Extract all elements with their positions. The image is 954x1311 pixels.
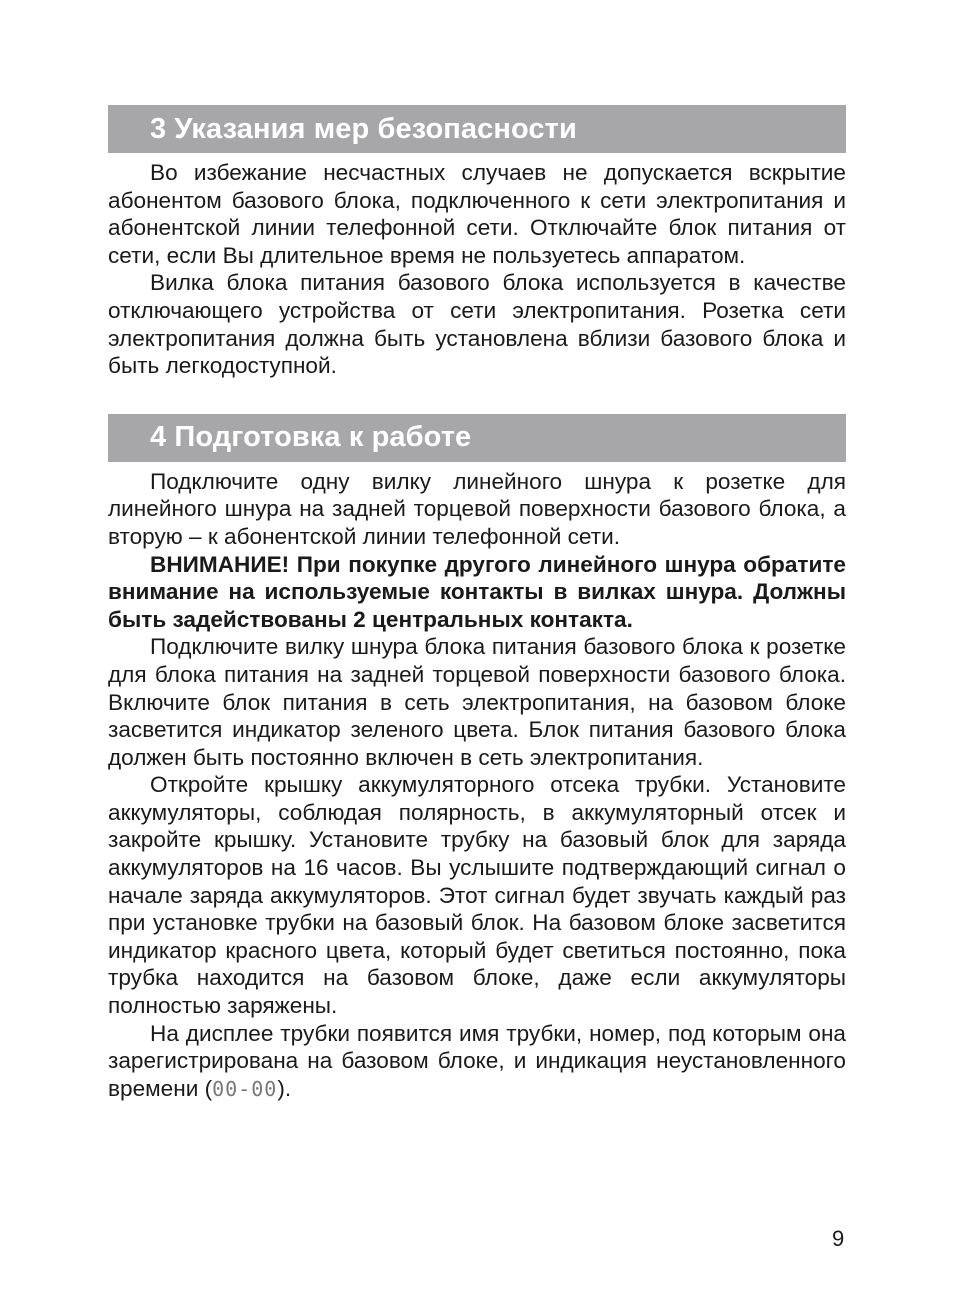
paragraph-text: На дисплее трубки появится имя трубки, номер, под которым она зарегистрирована на базовом блоке, и индикация неустановленного времени ( <box>108 1020 846 1101</box>
paragraph: Подключите вилку шнура блока питания базового блока к розетке для блока питания на задней торцевой поверхности базового блока. Включите блок питания в сеть электропитания, на базовом блоке засветится индикатор зеленого цвета. Блок питания базового блока должен быть постоянно включен в сеть электропитания. <box>108 634 846 770</box>
time-indicator: 00-00 <box>212 1076 278 1101</box>
page-number: 9 <box>832 1226 845 1251</box>
document-page <box>108 105 846 1103</box>
warning-paragraph: ВНИМАНИЕ! При покупке другого линейного шнура обратите внимание на используемые контакты в вилках шнура. Должны быть задействованы 2 центральных контакта. <box>108 551 846 632</box>
paragraph: Вилка блока питания базового блока используется в качестве отключающего устройства от сети электропитания. Розетка сети электропитания должна быть установлена вблизи базового блока и быть легкодоступной. <box>108 270 846 379</box>
section-body-preparation <box>108 468 846 1104</box>
section-header-safety: 3 Указания мер безопасности <box>108 105 846 153</box>
section-header-preparation: 4 Подготовка к работе <box>108 414 846 462</box>
paragraph: Откройте крышку аккумуляторного отсека трубки. Установите аккумуляторы, соблюдая полярность, в аккумуляторный отсек и закройте крышку. Установите трубку на базовый блок для заряда аккумуляторов на 16 часов. Вы услышите подтверждающий сигнал о начале заряда аккумуляторов. Этот сигнал будет звучать каждый раз при установке трубки на базовый блок. На базовом блоке засветится индикатор красного цвета, который будет светиться постоянно, пока трубка находится на базовом блоке, даже если аккумуляторы полностью заряжены. <box>108 772 846 1019</box>
paragraph-closing: ). <box>277 1075 292 1101</box>
section-body-safety <box>108 159 846 380</box>
paragraph: Подключите одну вилку линейного шнура к розетке для линейного шнура на задней торцевой поверхности базового блока, а вторую – к абонентской линии телефонной сети. <box>108 468 846 549</box>
paragraph-display <box>108 1020 846 1104</box>
paragraph: Во избежание несчастных случаев не допускается вскрытие абонентом базового блока, подключенного к сети электропитания и абонентской линии телефонной сети. Отключайте блок питания от сети, если Вы длительное время не пользуетесь аппаратом. <box>108 160 846 268</box>
